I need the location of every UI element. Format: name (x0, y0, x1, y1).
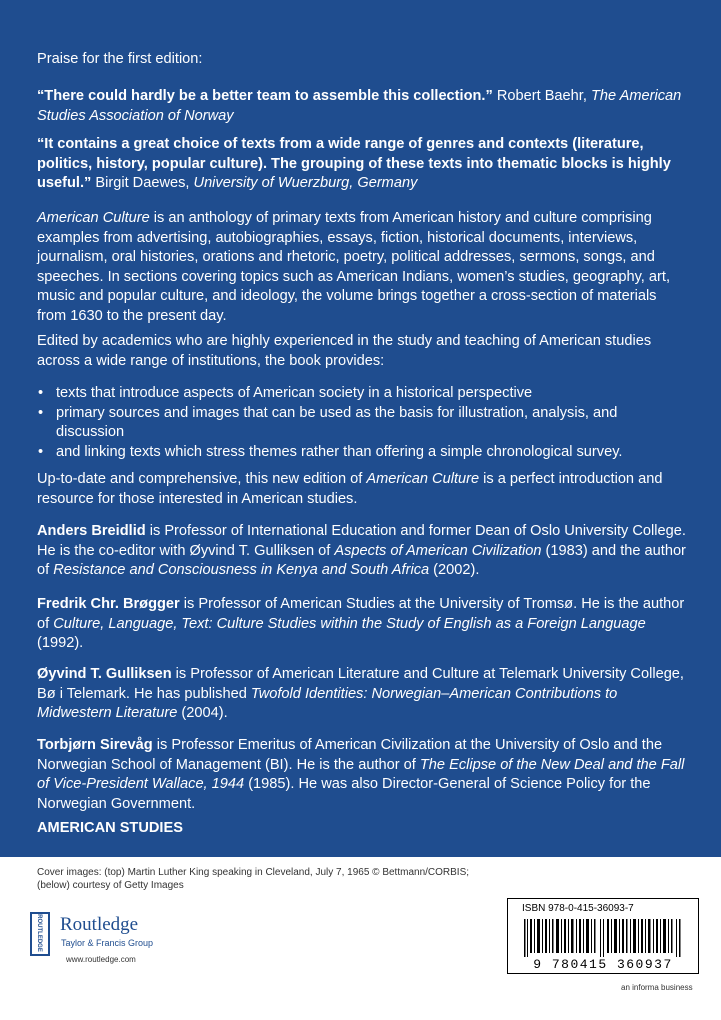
praise-heading: Praise for the first edition: (37, 51, 203, 67)
bio-text: (2002). (429, 562, 480, 579)
bio-text: is Professor of International Education and former Dean of Oslo University College. He is the co-editor with Øyvind T. Gulliksen of (37, 523, 686, 559)
uptodate-paragraph (37, 470, 687, 509)
bio-text: (1985). He was also Director-General of Science Policy for the Norwegian Government. (37, 776, 651, 812)
description-book-title: American Culture (37, 210, 150, 226)
bio-name: Fredrik Chr. Brøgger (37, 596, 180, 612)
isbn-label: ISBN 978-0-415-36093-7 (522, 903, 634, 914)
publisher-url: www.routledge.com (66, 955, 136, 964)
category-label: AMERICAN STUDIES (37, 820, 183, 836)
quote-2-author: Birgit Daewes, (91, 175, 194, 192)
uptodate-book-title: American Culture (366, 471, 480, 487)
feature-item: • and linking texts which stress themes rather than offering a simple chronological survey. (37, 443, 687, 463)
bio-name: Torbjørn Sirevåg (37, 737, 153, 753)
feature-list (37, 384, 687, 462)
quote-2-affiliation: University of Wuerzburg, Germany (193, 175, 418, 192)
publisher-name: Routledge (60, 914, 139, 935)
bio-work-title: Culture, Language, Text: Culture Studies within the Study of English as a Foreign Language (53, 615, 646, 632)
edited-intro: Edited by academics who are highly experienced in the study and teaching of American studies across a wide range of institutions, the book provides: (37, 333, 652, 369)
routledge-mark-icon (30, 912, 50, 956)
barcode-digits: 9 780415 360937 (533, 957, 673, 972)
description (37, 209, 687, 327)
uptodate-post: is a perfect introduction and resource for those interested in American studies. (37, 471, 663, 507)
quote-1-affiliation: The American Studies Association of Norway (37, 88, 682, 124)
quote-1-text: “There could hardly be a better team to assemble this collection.” (37, 88, 493, 104)
isbn-barcode-box (507, 898, 699, 974)
bio-breidlid (37, 522, 687, 581)
quote-1-author: Robert Baehr, (492, 88, 591, 104)
description-text: is an anthology of primary texts from American history and culture comprising examples from advertising, autobiographies, essays, fiction, historical documents, interviews, journalism, oral histories, orations and rhetoric, poetry, political addresses, sermons, songs, and speeches. In sections covering topics such as American Indians, women’s studies, geography, art, music and popular culture, and ideology, the volume brings together a cross-section of materials from 1630 to the present day. (37, 210, 671, 324)
bio-work-title: Aspects of American Civilization (334, 542, 542, 559)
bio-name: Øyvind T. Gulliksen (37, 666, 172, 682)
publisher-vertical-text: ROUTLEDGE (35, 914, 42, 952)
bio-text: is Professor Emeritus of American Civilization at the University of Oslo and the Norwegian School of Management (BI). He is the author of (37, 737, 663, 773)
bio-name: Anders Breidlid (37, 523, 146, 539)
bio-work-title: Resistance and Consciousness in Kenya and South Africa (53, 562, 430, 579)
bio-text: (2004). (177, 705, 228, 722)
cover-credit-line: Cover images: (top) Martin Luther King speaking in Cleveland, July 7, 1965 © Bettmann/CORBIS; (37, 867, 470, 878)
cover-credit (37, 866, 577, 892)
uptodate-pre: Up-to-date and comprehensive, this new edition of (37, 471, 367, 487)
bio-text: (1992). (37, 635, 84, 652)
bio-text: (1983) and the author of (37, 542, 686, 579)
barcode-icon (518, 919, 688, 957)
cover-credit-line: (below) courtesy of Getty Images (37, 880, 184, 891)
bio-text: is Professor of American Literature and Culture at Telemark University College, Bø i Telemark. He has published (37, 666, 684, 702)
quote-2 (37, 135, 687, 194)
bio-work-title: The Eclipse of the New Deal and the Fall of Vice-President Wallace, 1944 (37, 756, 685, 793)
feature-item: • primary sources and images that can be used as the basis for illustration, analysis, and discussion (37, 404, 687, 443)
quote-2-text: “It contains a great choice of texts from a wide range of genres and contexts (literature, politics, history, popular culture). The grouping of these texts into thematic blocks is highly useful.” (37, 136, 671, 192)
informa-tagline: an informa business (621, 983, 693, 992)
bio-work-title: Twofold Identities: Norwegian–American Contributions to Midwestern Literature (37, 685, 618, 722)
bio-brogger (37, 595, 687, 654)
quote-1 (37, 87, 687, 126)
feature-item: • texts that introduce aspects of American society in a historical perspective (37, 384, 687, 404)
publisher-subtitle: Taylor & Francis Group (61, 938, 154, 948)
bio-gulliksen (37, 665, 687, 724)
bio-text: is Professor of American Studies at the University of Tromsø. He is the author of (37, 596, 685, 632)
bio-sirevag (37, 736, 687, 814)
